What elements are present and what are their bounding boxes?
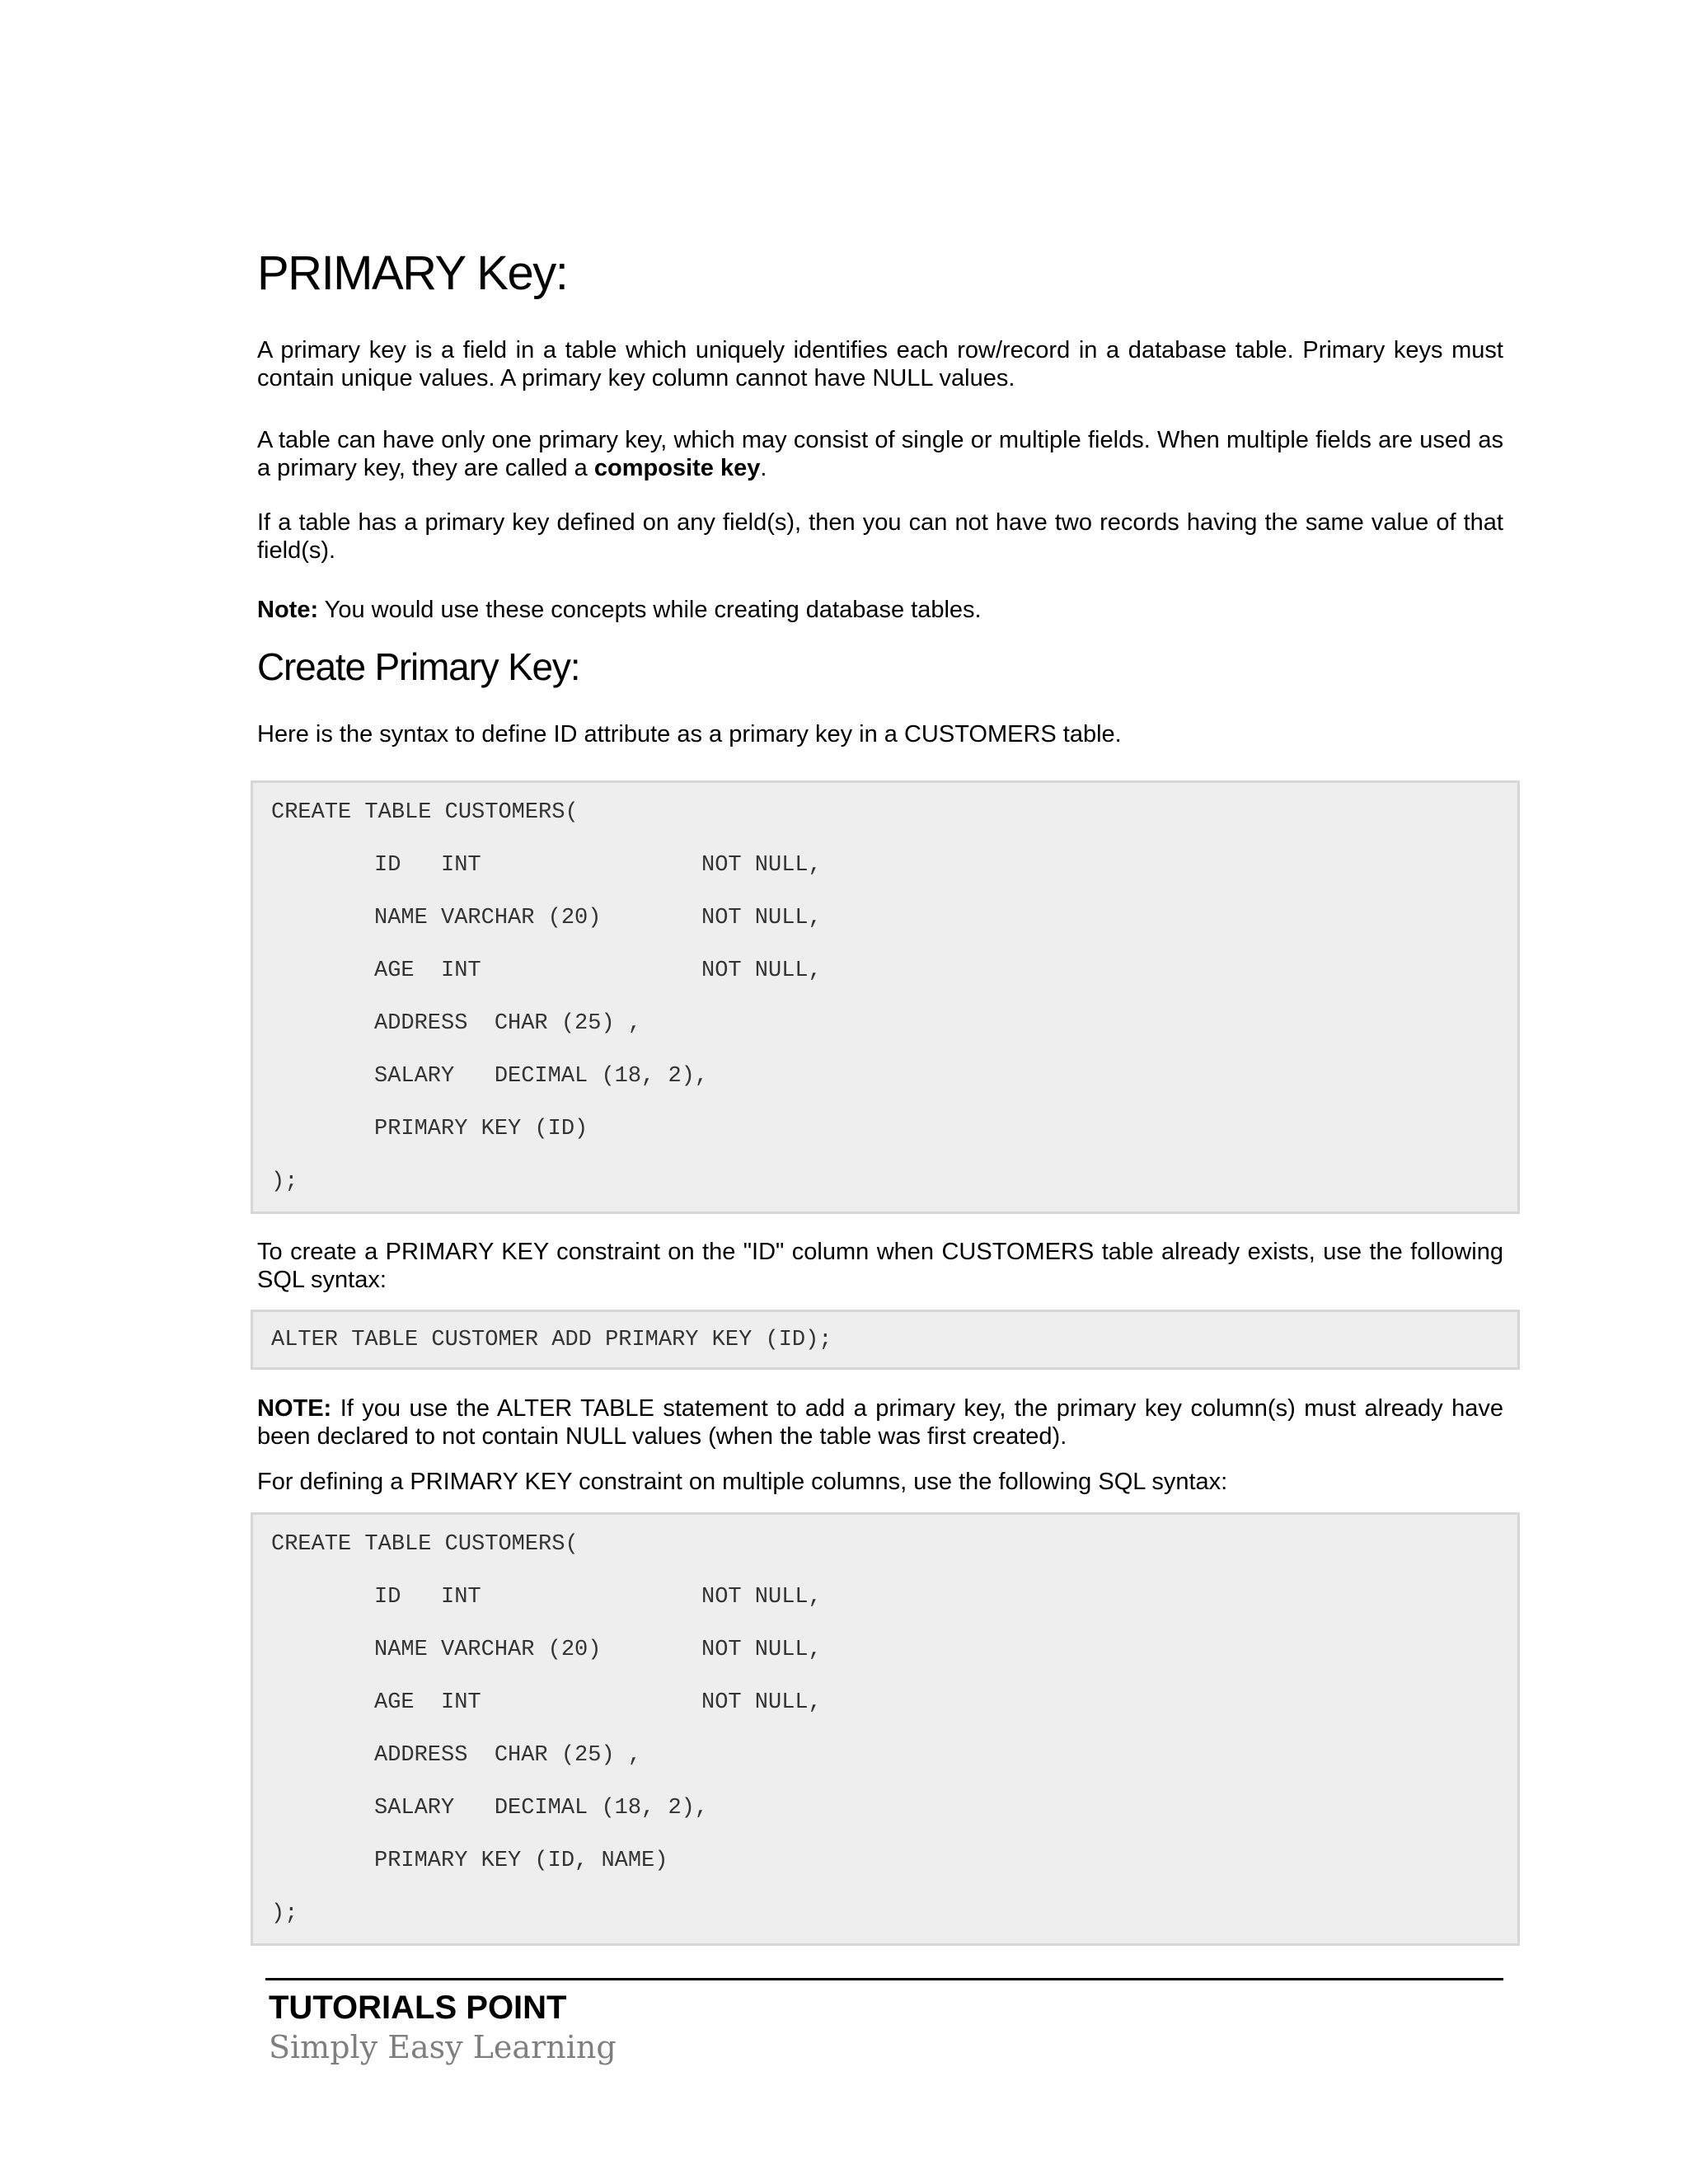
code-line: CREATE TABLE CUSTOMERS( — [271, 1532, 579, 1557]
code-line — [374, 1849, 668, 1873]
note-alter-paragraph — [257, 1394, 1503, 1451]
composite-key-end: . — [760, 455, 767, 481]
note-paragraph — [257, 596, 1503, 624]
code-line — [374, 1585, 822, 1610]
code-field: ID INT — [374, 853, 481, 878]
duplicate-records-paragraph: If a table has a primary key defined on any field(s), then you can not have two records having the same value of that field(s). — [257, 509, 1503, 564]
note-text: If you use the ALTER TABLE statement to add a primary key, the primary key column(s) must already have been declared to not contain NULL values (when the table was first created). — [257, 1395, 1503, 1450]
code-field: AGE INT — [374, 958, 481, 983]
page-title: PRIMARY Key: — [257, 246, 568, 300]
code-field: ADDRESS CHAR (25) , — [374, 1743, 642, 1768]
footer-divider — [265, 1978, 1503, 1980]
composite-key-paragraph — [257, 426, 1503, 482]
code-constraint: NOT NULL, — [701, 1690, 822, 1715]
note-text: You would use these concepts while creating database tables. — [318, 597, 982, 623]
code-line — [374, 853, 822, 878]
syntax-intro-paragraph: Here is the syntax to define ID attribute as a primary key in a CUSTOMERS table. — [257, 721, 1122, 748]
code-line — [374, 1011, 641, 1036]
note-label: NOTE: — [257, 1395, 332, 1422]
code-line — [374, 1117, 588, 1141]
code-line — [374, 906, 822, 930]
code-line: CREATE TABLE CUSTOMERS( — [271, 800, 579, 825]
code-line — [374, 1690, 822, 1715]
multiple-columns-paragraph: For defining a PRIMARY KEY constraint on multiple columns, use the following SQL syntax: — [257, 1469, 1228, 1495]
footer-brand: TUTORIALS POINT — [269, 1990, 567, 2026]
code-line — [374, 1064, 708, 1089]
code-line — [374, 1638, 822, 1662]
section-heading-create: Create Primary Key: — [257, 645, 580, 688]
code-line — [374, 1796, 708, 1821]
note-label: Note: — [257, 597, 319, 623]
alter-table-paragraph: To create a PRIMARY KEY constraint on the "ID" column when CUSTOMERS table already exists, use the following SQL syntax: — [257, 1239, 1503, 1293]
code-field: ID INT — [374, 1585, 481, 1610]
code-line — [374, 1743, 641, 1768]
code-block-composite-key — [251, 1512, 1520, 1946]
code-constraint: NOT NULL, — [701, 958, 822, 983]
code-block-create-table — [251, 780, 1520, 1214]
code-line: ); — [271, 1169, 298, 1194]
code-constraint: NOT NULL, — [701, 906, 822, 930]
code-field: NAME VARCHAR (20) — [374, 906, 602, 930]
code-block-alter-table — [251, 1310, 1520, 1370]
code-line: ); — [271, 1901, 298, 1926]
code-constraint: NOT NULL, — [701, 1638, 822, 1662]
code-field: ADDRESS CHAR (25) , — [374, 1011, 642, 1036]
composite-key-text: A table can have only one primary key, which may consist of single or multiple fields. When multiple fields are used as a primary key, they are called a — [257, 427, 1503, 481]
code-constraint: NOT NULL, — [701, 853, 822, 878]
code-field: AGE INT — [374, 1690, 481, 1715]
code-field: PRIMARY KEY (ID, NAME) — [374, 1849, 668, 1873]
intro-paragraph: A primary key is a field in a table which uniquely identifies each row/record in a database table. Primary keys must contain unique values. A primary key column cannot have NULL values. — [257, 337, 1503, 391]
code-line: ALTER TABLE CUSTOMER ADD PRIMARY KEY (ID); — [271, 1328, 832, 1352]
composite-key-term: composite key — [593, 455, 761, 481]
code-line — [374, 958, 822, 983]
footer-tagline: Simply Easy Learning — [269, 2029, 617, 2065]
code-field: SALARY DECIMAL (18, 2), — [374, 1796, 709, 1821]
code-field: SALARY DECIMAL (18, 2), — [374, 1064, 709, 1089]
code-field: NAME VARCHAR (20) — [374, 1638, 602, 1662]
code-field: PRIMARY KEY (ID) — [374, 1117, 588, 1141]
code-constraint: NOT NULL, — [701, 1585, 822, 1610]
